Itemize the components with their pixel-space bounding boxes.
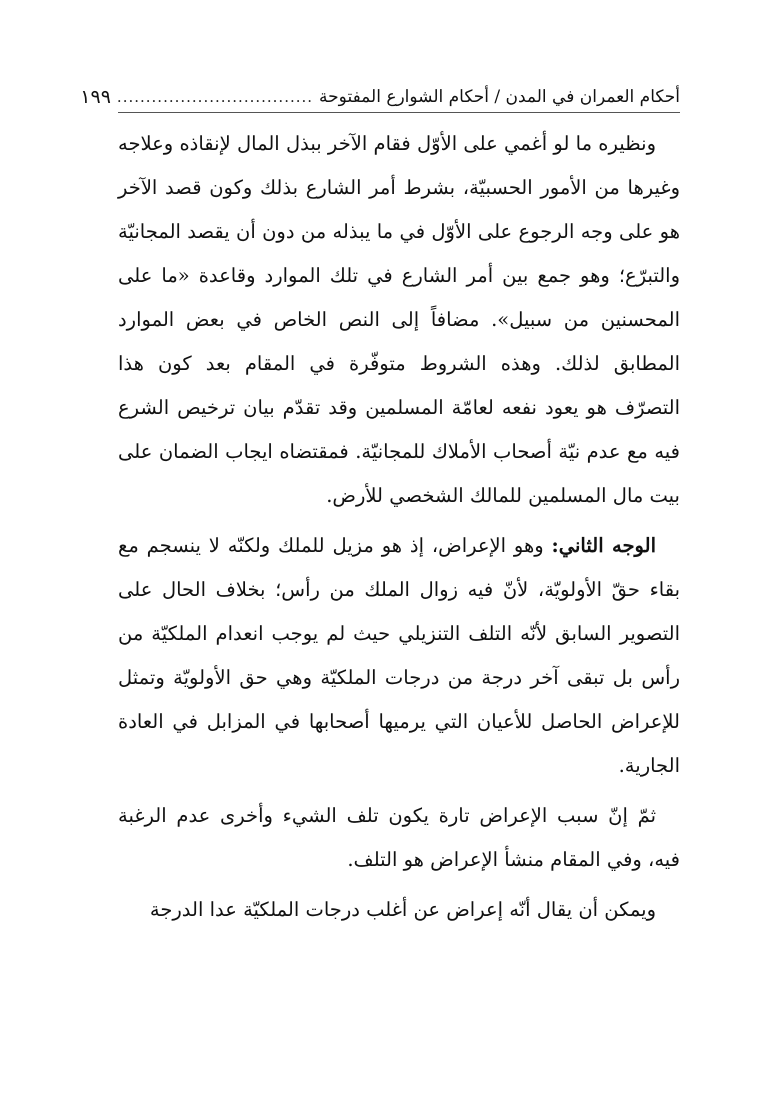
paragraph-4-text: ويمكن أن يقال أنّه إعراض عن أغلب درجات الملكيّة عدا الدرجة — [149, 898, 656, 921]
body-text — [118, 122, 680, 938]
paragraph-4 — [118, 888, 680, 932]
paragraph-3 — [118, 794, 680, 882]
header-rule — [118, 112, 680, 113]
leader-dots: .................................. — [116, 88, 314, 106]
page-number: ١٩٩ — [80, 86, 111, 108]
paragraph-1-text: ونظيره ما لو أغمي على الأوّل فقام الآخر ببذل المال لإنقاذه وعلاجه وغيرها من الأمور الحسبيّة، بشرط أمر الشارع بذلك وكون قصد الآخر هو على وجه الرجوع على الأوّل في ما يبذله من دون أن يقصد المجانيّة والتبرّع؛ وهو جمع بين أمر الشارع في تلك الموارد وقاعدة «ما على المحسنين من سبيل». مضافاً إلى النص الخاص في بعض الموارد المطابق لذلك. وهذه الشروط متوفّرة في المقام بعد كون هذا التصرّف هو يعود نفعه لعامّة المسلمين وقد تقدّم بيان ترخيص الشرع فيه مع عدم نيّة أصحاب الأملاك للمجانيّة. فمقتضاه ايجاب الضمان على بيت مال المسلمين للمالك الشخصي للأرض. — [118, 132, 680, 507]
paragraph-2-lead: الوجه الثاني: — [551, 534, 656, 557]
paragraph-2 — [118, 524, 680, 788]
paragraph-3-text: ثمّ إنّ سبب الإعراض تارة يكون تلف الشيء وأخرى عدم الرغبة فيه، وفي المقام منشأ الإعراض هو التلف. — [118, 804, 680, 871]
running-header — [80, 82, 680, 112]
paragraph-2-text: وهو الإعراض، إذ هو مزيل للملك ولكنّه لا ينسجم مع بقاء حقّ الأولويّة، لأنّ فيه زوال الملك من رأس؛ بخلاف الحال على التصوير السابق لأنّه التلف التنزيلي حيث لم يوجب انعدام الملكيّة من رأس بل تبقى آخر درجة من درجات الملكيّة وهي حق الأولويّة وتمثل للإعراض الحاصل للأعيان التي يرميها أصحابها في المزابل في العادة الجارية. — [118, 534, 680, 777]
paragraph-1 — [118, 122, 680, 518]
running-title: أحكام العمران في المدن / أحكام الشوارع المفتوحة — [319, 87, 680, 107]
